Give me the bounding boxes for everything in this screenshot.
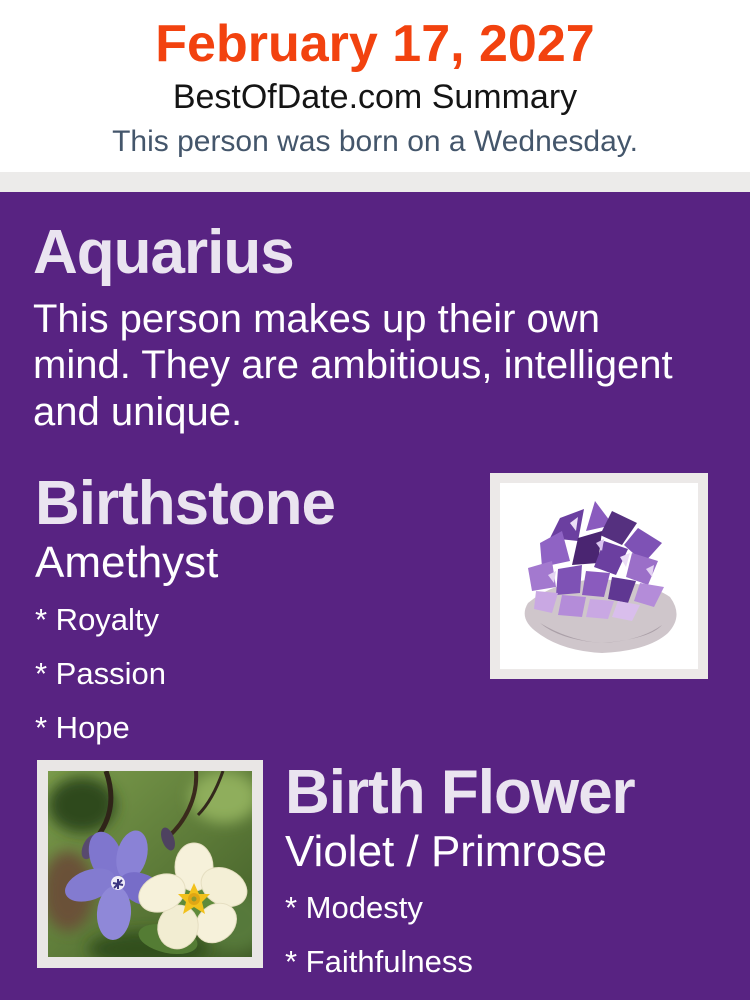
header-divider: [0, 172, 750, 192]
born-day-note: This person was born on a Wednesday.: [112, 124, 638, 158]
birth-flower-trait: * Faithfulness: [285, 944, 473, 980]
birth-flower-name: Violet / Primrose: [285, 826, 607, 876]
birthstone-text: [35, 469, 335, 749]
birthstone-section: [0, 435, 750, 749]
date-title: February 17, 2027: [155, 15, 595, 73]
birth-flower-text: [285, 757, 635, 984]
birth-flower-traits-list: [285, 886, 635, 984]
header: [0, 0, 750, 172]
violet-primrose-photo: [37, 760, 263, 968]
zodiac-section: [0, 192, 750, 435]
birthstone-trait: * Royalty: [35, 601, 160, 637]
birthstone-heading: Birthstone: [35, 469, 335, 539]
zodiac-sign-heading: Aquarius: [33, 218, 294, 287]
birth-flower-heading: Birth Flower: [285, 757, 635, 827]
details-panel: [0, 192, 750, 1000]
amethyst-photo: [490, 473, 708, 679]
amethyst-image: [500, 483, 698, 669]
zodiac-description: This person makes up their own mind. They are ambitious, intelligent and unique.: [33, 297, 673, 434]
birthstone-name: Amethyst: [35, 538, 219, 588]
birthstone-trait: * Passion: [35, 655, 166, 691]
violet-primrose-image: [48, 771, 252, 957]
birth-flower-trait: * Modesty: [285, 890, 423, 925]
site-summary-title: BestOfDate.com Summary: [172, 78, 578, 117]
birthstone-trait: * Hope: [35, 709, 130, 745]
birthstone-traits-list: [35, 598, 335, 750]
birth-flower-section: [0, 750, 750, 984]
